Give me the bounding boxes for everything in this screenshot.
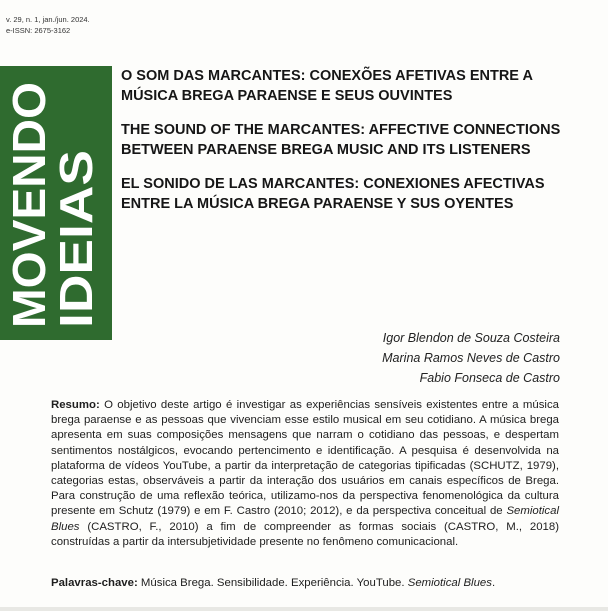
abstract-text: O objetivo deste artigo é investigar as experiências sensíveis existentes entre a música brega paraense e as pessoas que vivenciam esse estilo musical em seu cotidiano. A música brega apresenta em suas composições mensagens que narram o cotidiano das pessoas, e despertam sentimentos nostálgicos, evocando pertencimento e identificação. A pesquisa é desenvolvida na plataforma de vídeos YouTube, a partir da interpretação de categorias tipificadas (SCHUTZ, 1979), categorias estas, observáveis a partir da interação dos usuários em canais específicos de Brega. Para construção de uma reflexão teórica, utilizamo-nos da perspectiva fenomenológica da cultura presente em Schutz (1979) e em F. Castro (2010; 2012), e da perspectiva conceitual de <box>51 399 559 518</box>
keywords-text: Música Brega. Sensibilidade. Experiência. YouTube. <box>137 577 408 589</box>
keywords-end: . <box>491 577 496 589</box>
author-name: Fabio Fonseca de Castro <box>419 371 560 385</box>
keywords-label: Palavras-chave: <box>51 577 138 589</box>
issue-eissn: e-ISSN: 2675-3162 <box>6 26 71 35</box>
author-list <box>382 328 560 388</box>
journal-logo <box>0 66 112 340</box>
abstract-emphasis: Semiotical Blues <box>51 505 559 533</box>
title-spanish: EL SONIDO DE LAS MARCANTES: CONEXIONES AFECTIVAS ENTRE LA MÚSICA BREGA PARAENSE Y SUS OYENTES <box>121 176 545 212</box>
keywords-emphasis: Semiotical Blues <box>407 577 492 589</box>
abstract <box>51 398 559 550</box>
page-bottom-edge <box>0 607 608 611</box>
author-name: Igor Blendon de Souza Costeira <box>382 331 560 345</box>
logo-text-ideias: IDEIAS <box>50 174 102 328</box>
journal-logo-banner <box>0 66 112 340</box>
title-english: THE SOUND OF THE MARCANTES: AFFECTIVE CONNECTIONS BETWEEN PARAENSE BREGA MUSIC AND ITS LISTENERS <box>121 122 561 158</box>
author-name: Marina Ramos Neves de Castro <box>382 351 560 365</box>
title-portuguese: O SOM DAS MARCANTES: CONEXÕES AFETIVAS ENTRE A MÚSICA BREGA PARAENSE E SEUS OUVINTES <box>121 68 533 104</box>
issue-volume: v. 29, n. 1, jan./jun. 2024. <box>6 15 90 24</box>
abstract-text-end: (CASTRO, F., 2010) a fim de compreender as formas sociais (CASTRO, M., 2018) construídas a partir da intersubjetividade presente no fenômeno comunicacional. <box>51 520 559 548</box>
logo-text-movendo: MOVENDO <box>3 90 55 328</box>
article-titles <box>121 66 561 228</box>
abstract-label: Resumo: <box>51 399 100 411</box>
keywords <box>51 576 559 591</box>
issue-info <box>6 14 90 36</box>
